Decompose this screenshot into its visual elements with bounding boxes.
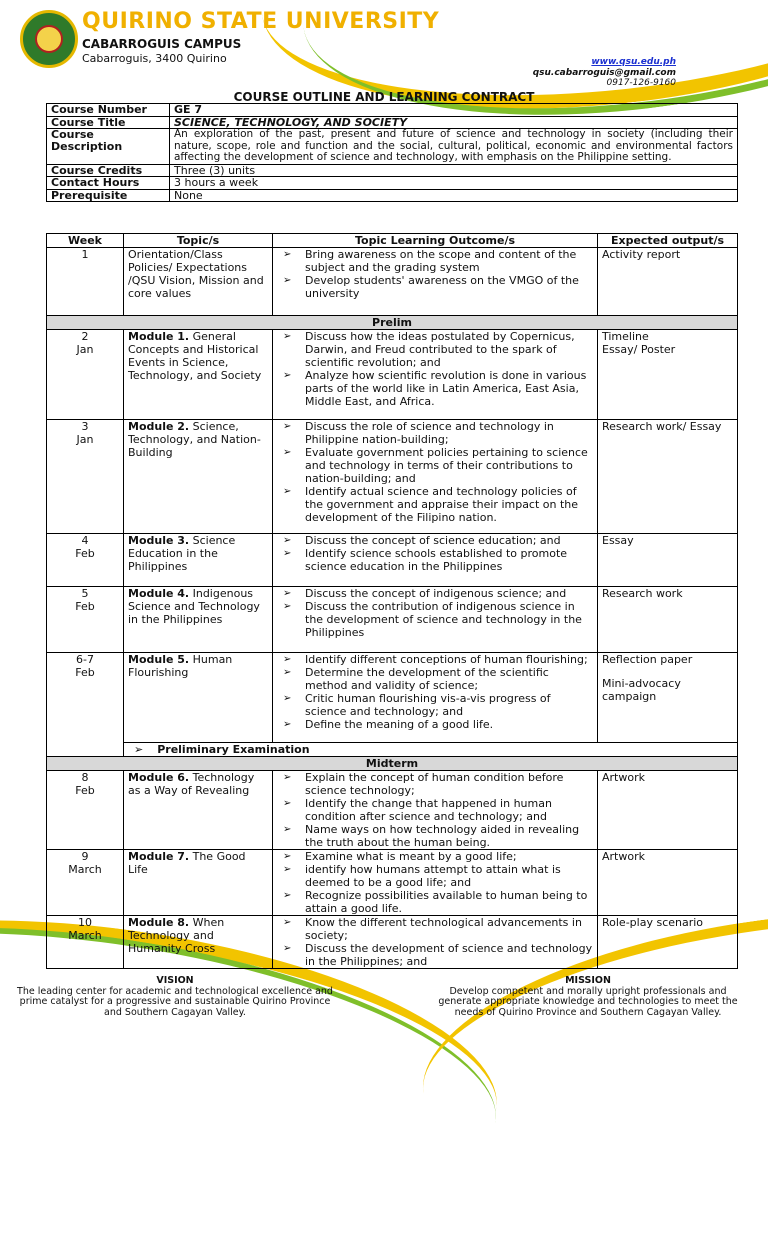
list-item: ➢ Know the different technological advancements in society;: [277, 916, 593, 942]
output-cell: Essay: [598, 534, 738, 587]
list-item: ➢ identify how humans attempt to attain what is deemed to be a good life; and: [277, 863, 593, 889]
topic-cell: Orientation/Class Policies/ Expectations /QSU Vision, Mission and core values: [124, 248, 273, 316]
table-row: [47, 916, 738, 969]
list-item: ➢ Bring awareness on the scope and content of the subject and the grading system: [277, 248, 593, 274]
contact-hours-label: Contact Hours: [47, 177, 170, 190]
list-item: ➢ Analyze how scientific revolution is done in various parts of the world like in Latin America, East Asia, Middle East, and Africa.: [277, 369, 593, 408]
outcome-header: Topic Learning Outcome/s: [273, 234, 598, 248]
week-month: Feb: [75, 547, 95, 560]
output-item: Mini-advocacy campaign: [602, 677, 681, 703]
output-cell: Research work: [598, 587, 738, 653]
module-title: When Technology and Humanity Cross: [128, 916, 225, 955]
table-row: [47, 587, 738, 653]
vision-block: [10, 976, 340, 1018]
arrow-bullet-icon: ➢: [134, 743, 144, 756]
table-row: [47, 534, 738, 587]
outcome-cell: [273, 420, 598, 534]
campus-name: CABARROGUIS CAMPUS: [82, 37, 242, 51]
table-header-row: [47, 234, 738, 248]
course-title-label: Course Title: [47, 116, 170, 129]
list-item: ➢ Discuss the development of science and technology in the Philippines; and: [277, 942, 593, 968]
module-title: The Good Life: [128, 850, 246, 876]
course-credits: Three (3) units: [170, 164, 738, 177]
week-cell: [47, 420, 124, 534]
section-label: Midterm: [47, 757, 738, 771]
output-cell: Research work/ Essay: [598, 420, 738, 534]
module-label: Module 4.: [128, 587, 190, 600]
table-row: [47, 248, 738, 316]
mission-block: [428, 976, 748, 1018]
output-cell: [598, 330, 738, 420]
exam-label: Preliminary Examination: [157, 743, 310, 756]
list-item: ➢ Discuss how the ideas postulated by Copernicus, Darwin, and Freud contributed to the spark of scientific revolution; and: [277, 330, 593, 369]
module-title: Indigenous Science and Technology in the Philippines: [128, 587, 260, 626]
list-item: ➢ Identify the change that happened in human condition after science and technology; and: [277, 797, 593, 823]
course-description: An exploration of the past, present and future of science and technology in society (including their nature, scope, role and function and the social, cultural, political, economic and environmental factors affecting the development of science and technology, with emphasis on the Philippine setting.: [170, 129, 738, 165]
list-item: ➢ Define the meaning of a good life.: [277, 718, 593, 731]
prerequisite: None: [170, 189, 738, 202]
outcome-cell: [273, 587, 598, 653]
module-label: Module 7.: [128, 850, 190, 863]
list-item: ➢ Discuss the concept of indigenous science; and: [277, 587, 593, 600]
week-cell: [47, 248, 124, 316]
list-item: ➢ Identify different conceptions of human flourishing;: [277, 653, 593, 666]
topic-cell: [124, 587, 273, 653]
mission-heading: MISSION: [565, 975, 611, 986]
topic-cell: [124, 850, 273, 916]
section-label: Prelim: [47, 316, 738, 330]
campus-address: Cabarroguis, 3400 Quirino: [82, 52, 227, 65]
module-title: Technology as a Way of Revealing: [128, 771, 255, 797]
list-item: ➢ Identify science schools established to promote science education in the Philippines: [277, 547, 593, 573]
output-cell: Role-play scenario: [598, 916, 738, 969]
section-band-midterm: [47, 757, 738, 771]
week-cell: [47, 330, 124, 420]
week-month: Jan: [76, 343, 94, 356]
list-item: ➢ Identify actual science and technology policies of the government and appraise their impact on the development of the Filipino nation.: [277, 485, 593, 524]
output-header: Expected output/s: [598, 234, 738, 248]
table-row: [47, 771, 738, 850]
contact-block: [533, 57, 676, 89]
outcome-cell: [273, 771, 598, 850]
output-item: Reflection paper: [602, 653, 693, 666]
topic-cell: [124, 420, 273, 534]
prerequisite-label: Prerequisite: [47, 189, 170, 202]
email-address: qsu.cabarroguis@gmail.com: [532, 67, 676, 78]
exam-row: [47, 743, 738, 757]
module-title: Science Education in the Philippines: [128, 534, 236, 573]
list-item: ➢ Recognize possibilities available to human being to attain a good life.: [277, 889, 593, 915]
week-number: 5: [81, 587, 89, 600]
document-title: COURSE OUTLINE AND LEARNING CONTRACT: [233, 90, 535, 104]
week-number: 4: [81, 534, 89, 547]
week-number: 2: [81, 330, 89, 343]
section-band-prelim: [47, 316, 738, 330]
output-item: Essay/ Poster: [602, 343, 676, 356]
university-name: QUIRINO STATE UNIVERSITY: [82, 9, 440, 34]
vision-heading: VISION: [156, 975, 194, 986]
course-title: SCIENCE, TECHNOLOGY, AND SOCIETY: [170, 116, 738, 129]
vision-text: The leading center for academic and technological excellence and prime catalyst for a progressive and sustainable Quirino Province and Southern Cagayan Valley.: [17, 985, 333, 1018]
list-item: ➢ Discuss the role of science and technology in Philippine nation-building;: [277, 420, 593, 446]
module-label: Module 1.: [128, 330, 190, 343]
list-item: ➢ Examine what is meant by a good life;: [277, 850, 593, 863]
module-label: Module 5.: [128, 653, 190, 666]
outcome-cell: [273, 248, 598, 316]
week-number: 9: [81, 850, 89, 863]
list-item: ➢ Discuss the concept of science education; and: [277, 534, 593, 547]
course-number-label: Course Number: [47, 104, 170, 117]
week-month: Feb: [75, 666, 95, 679]
output-cell: Artwork: [598, 850, 738, 916]
module-label: Module 8.: [128, 916, 190, 929]
week-cell: [47, 653, 124, 757]
output-cell: Activity report: [598, 248, 738, 316]
table-row: [47, 850, 738, 916]
course-number: GE 7: [170, 104, 738, 117]
module-label: Module 6.: [128, 771, 190, 784]
topic-cell: [124, 653, 273, 743]
outcome-cell: [273, 330, 598, 420]
week-number: 8: [81, 771, 89, 784]
phone-number: 0917-126-9160: [606, 78, 676, 88]
list-item: ➢ Name ways on how technology aided in revealing the truth about the human being.: [277, 823, 593, 849]
module-title: General Concepts and Historical Events in Science, Technology, and Society: [128, 330, 262, 382]
week-number: 10: [78, 916, 92, 929]
mission-text: Develop competent and morally upright professionals and generate appropriate knowledge and technologies to meet the needs of Quirino Province and Southern Cagayan Valley.: [438, 985, 738, 1018]
table-row: [47, 420, 738, 534]
module-title: Science, Technology, and Nation-Building: [128, 420, 261, 459]
week-month: Feb: [75, 784, 95, 797]
exam-cell: [124, 743, 738, 757]
week-cell: [47, 534, 124, 587]
week-number: 6-7: [76, 653, 94, 666]
topic-header: Topic/s: [124, 234, 273, 248]
module-title: Human Flourishing: [128, 653, 233, 679]
course-outline-table: [46, 233, 738, 969]
module-label: Module 2.: [128, 420, 190, 433]
week-cell: [47, 771, 124, 850]
week-month: Jan: [76, 433, 94, 446]
outcome-cell: [273, 653, 598, 743]
course-info-table: [46, 103, 738, 202]
week-month: Feb: [75, 600, 95, 613]
week-header: Week: [47, 234, 124, 248]
week-cell: [47, 850, 124, 916]
week-cell: [47, 916, 124, 969]
list-item: ➢ Explain the concept of human condition before science technology;: [277, 771, 593, 797]
topic-cell: [124, 534, 273, 587]
outcome-cell: [273, 850, 598, 916]
table-row: [47, 653, 738, 743]
topic-cell: [124, 771, 273, 850]
output-cell: Artwork: [598, 771, 738, 850]
website-link[interactable]: www.qsu.edu.ph: [591, 57, 676, 67]
week-number: 3: [81, 420, 89, 433]
list-item: ➢ Critic human flourishing vis-a-vis progress of science and technology; and: [277, 692, 593, 718]
topic-cell: [124, 330, 273, 420]
course-description-label: Course Description: [47, 129, 170, 165]
outcome-cell: [273, 916, 598, 969]
table-row: [47, 330, 738, 420]
list-item: ➢ Determine the development of the scientific method and validity of science;: [277, 666, 593, 692]
week-cell: [47, 587, 124, 653]
university-seal-logo: [20, 10, 78, 68]
output-item: Timeline: [602, 330, 649, 343]
module-label: Module 3.: [128, 534, 190, 547]
list-item: ➢ Discuss the contribution of indigenous science in the development of science and technology in the Philippines: [277, 600, 593, 639]
week-number: 1: [81, 248, 89, 261]
list-item: ➢ Evaluate government policies pertaining to science and technology in terms of their contributions to nation-building; and: [277, 446, 593, 485]
course-credits-label: Course Credits: [47, 164, 170, 177]
week-month: March: [68, 863, 102, 876]
week-month: March: [68, 929, 102, 942]
list-item: ➢ Develop students' awareness on the VMGO of the university: [277, 274, 593, 300]
outcome-cell: [273, 534, 598, 587]
topic-cell: [124, 916, 273, 969]
output-cell: [598, 653, 738, 743]
contact-hours: 3 hours a week: [170, 177, 738, 190]
